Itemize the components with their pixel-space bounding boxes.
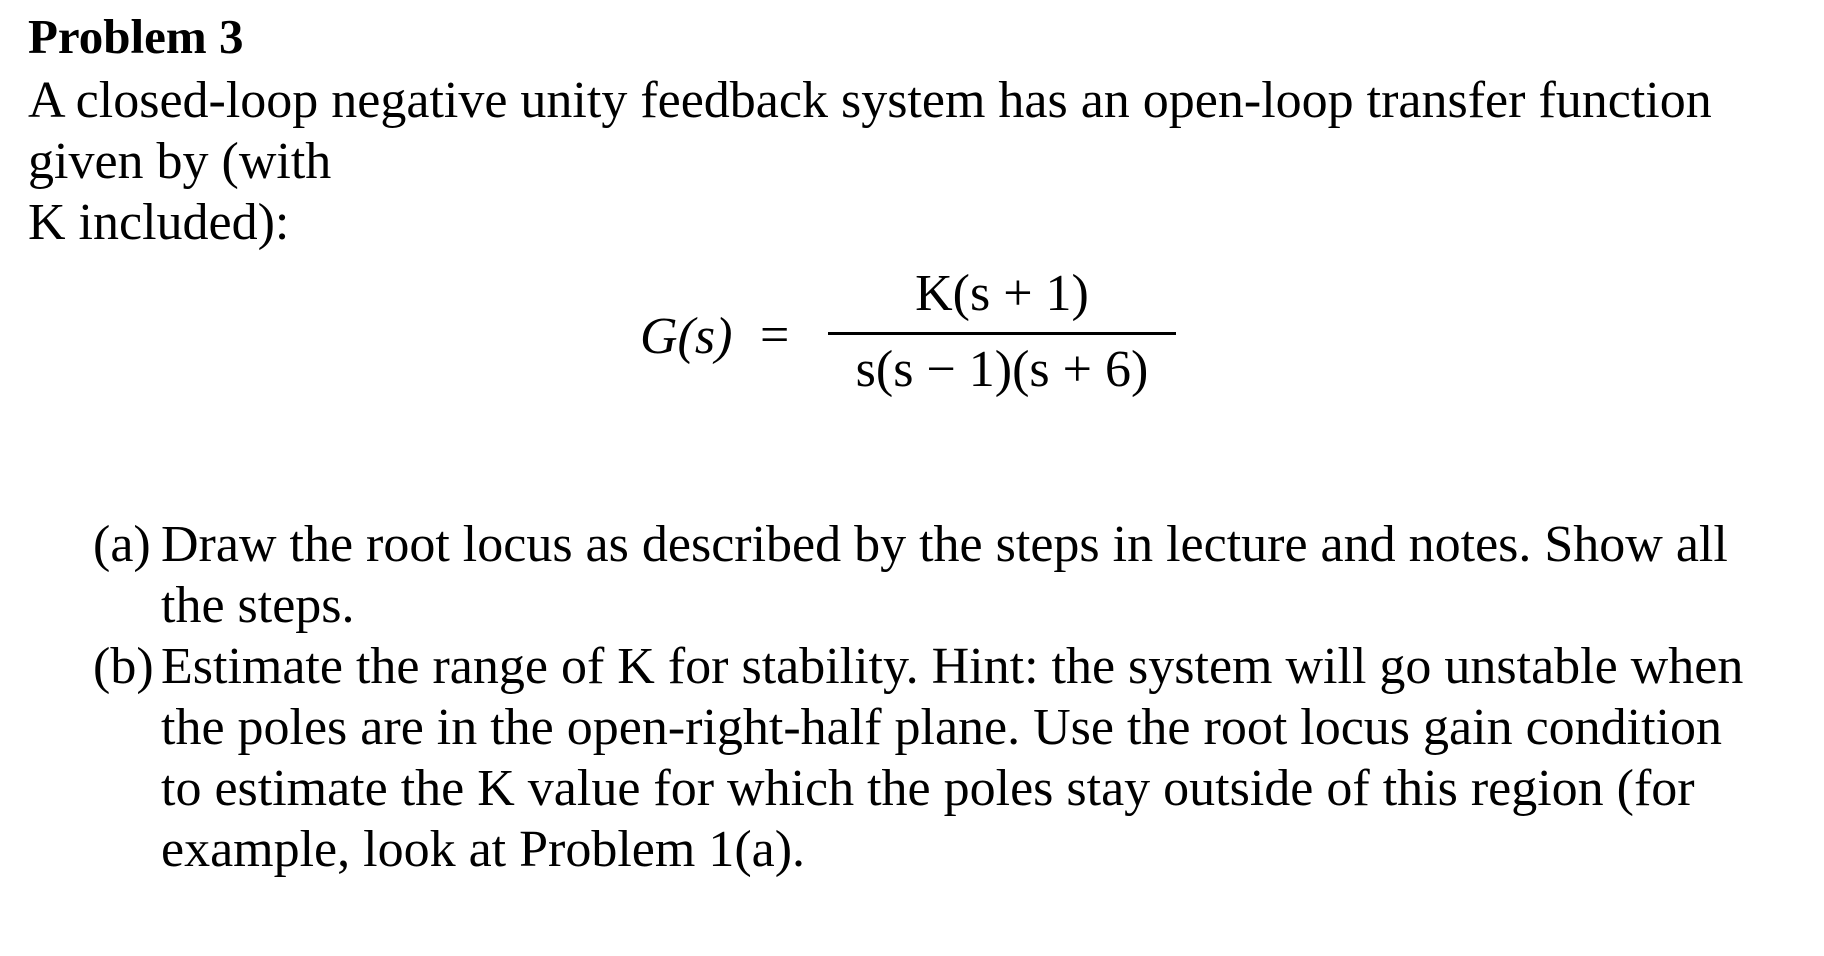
problem-title: Problem 3 [28,9,244,64]
problem-parts-list [93,514,1793,880]
transfer-function-equation [0,264,1824,404]
part-b [93,636,1793,880]
part-line: Draw the root locus as described by the steps in lecture and notes. Show all [161,516,1728,573]
equals-sign: = [760,307,790,364]
statement-line: K included): [28,194,290,251]
part-line: example, look at Problem 1(a). [161,821,806,878]
part-line: Estimate the range of K for stability. Hint: the system will go unstable when [161,638,1744,695]
equation-denominator: s(s − 1)(s + 6) [855,341,1149,398]
statement-line: A closed-loop negative unity feedback system has an open-loop transfer function [28,72,1712,129]
fraction [828,264,1176,404]
part-line: the steps. [161,577,355,634]
equation-numerator: K(s + 1) [915,265,1089,322]
part-label: (b) [93,638,154,695]
part-line: the poles are in the open-right-half plane. Use the root locus gain condition [161,699,1722,756]
equation-lhs: G(s) [640,308,733,365]
part-text [161,514,1793,636]
part-line: to estimate the K value for which the poles stay outside of this region (for [161,760,1695,817]
part-label: (a) [93,516,151,573]
statement-line: given by (with [28,133,332,190]
problem-statement [28,70,1788,253]
fraction-bar [828,332,1176,335]
part-a [93,514,1793,636]
part-text [161,636,1793,880]
